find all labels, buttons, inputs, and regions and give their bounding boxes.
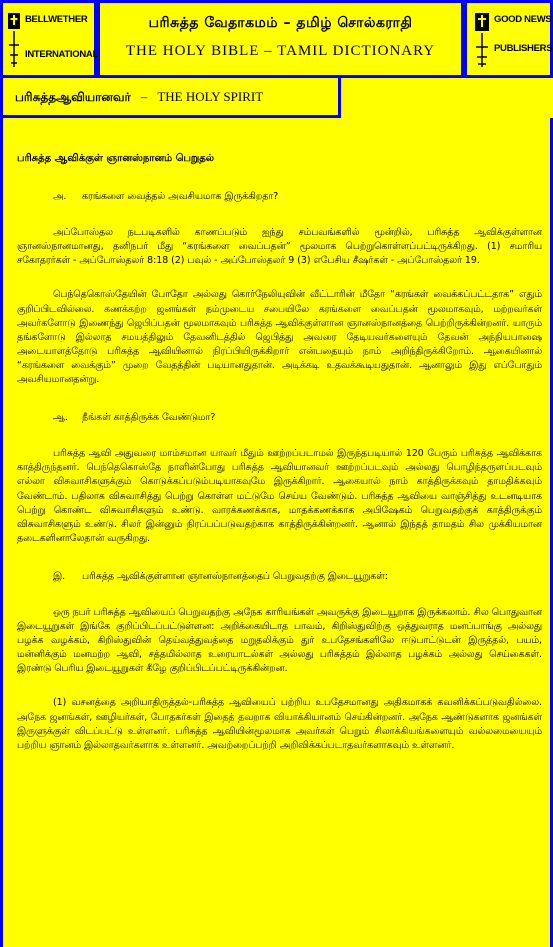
logo-line1: GOOD NEWS	[494, 14, 552, 25]
section-label: ஆ.	[53, 412, 68, 424]
section-heading-a	[17, 190, 542, 204]
good-news-logo[interactable]	[464, 0, 553, 78]
section-label: அ.	[53, 191, 67, 203]
main-content-box	[0, 118, 553, 947]
bellwether-logo[interactable]	[0, 0, 97, 78]
section-bar	[0, 78, 341, 118]
section-heading-aa	[17, 411, 542, 425]
article-heading: பரிசுத்த ஆவிக்குள் ஞானஸ்நானம் பெறுதல்	[17, 153, 215, 164]
logo-line2: PUBLISHERS	[494, 43, 553, 54]
bible-book-icon	[7, 9, 21, 71]
paragraph: ஒரு நபர் பரிசுத்த ஆவியைப் பெறுவதற்கு அநேக காரியங்கள் அவருக்கு இடையூறாக இருக்கலாம். சில பொதுவான இடையூறுகள் இங்கே குறிப்பிடப்பட்டுள்ளன: அறிக்கையிடாத பாவம், கிறிஸ்துவிற்கு ஒத்துவராத மனப்பாங்கு அல்லது பழக்க வழக்கம், கிறிஸ்துவின் தெய்வத்துவத்தை மறுதலிக்கும் துர் உபதேசங்களிலே ஈடுபாட்டுடன் இருத்தல், பயம், மன்னிக்கும் மனமற்ற ஆவி, சத்தமில்லாத உரையாடல்கள் அல்லது பரிசுத்தம் இல்லாத பழக்கம் அல்லது செய்கைகள். இரண்டு பெரிய இடையூறுகள் கீழே குறிப்பிடப்பட்டிருக்கின்றன.	[17, 606, 542, 675]
section-title: கரங்களை வைத்தல் அவசியமாக இருக்கிறதா?	[81, 191, 279, 203]
paragraph: பெந்தெகொஸ்தேயின் போதோ அல்லது கொர்நேலியுவின் வீட்டாரின் மீதோ “கரங்கள் வைக்கப்பட்டதாக” எதும் குறிப்பிடவில்லை. கணக்கற்ற ஜனங்கள் நம்முடைய சபையிலே கரங்களை வைப்பதன் மூலமாகவும், மற்றவர்கள் அவர்களோடு இணைந்து ஜெபிப்பதன் மூலமாகவும் பரிசுத்த ஆவிக்குள்ளான ஞானஸ்நானத்தை பெற்றிருக்கின்றனர். யாரும் தங்களோடு இல்லாத சமயத்திலும் தேவனிடத்தில் ஜெபித்து அவரை தேடியவர்களையும் தேவன் அந்நியபாஷை அடையாளத்தோடு பரிசுத்த ஆவியினால் நிரப்பியிருக்கிறார் என்பதையும் நாம் அறிந்திருக்கிறோம். ஆகையினால் “கரங்களை வைக்கும்” முறை வேதத்தின் படியானதுதான். அடிக்கடி உதவக்கூடியதுதான். ஆனாலும் இது எப்போதும் அவசியமானதன்று.	[17, 289, 542, 386]
section-heading-i	[17, 570, 542, 584]
paragraph: (1) வசனத்தை அறியாதிருத்தல்-பரிசுத்த ஆவியைப் பற்றிய உபதேசமானது அதிகமாகக் கவனிக்கப்படுவதில்லை. அநேக ஜனங்கள், ஊழியர்கள், போதகர்கள் இதைத் தவறாக வியாக்கியானம் செய்கின்றனர். அநேக ஆண்டுகளாக ஜனங்கள் இருளுக்குள் விடப்பட்டு உள்ளனர். பரிசுத்த ஆவியின்மூலமாக அவர்கள் பெறும் சிலாக்கியங்களையும் வல்லமையையும் பற்றிய ஞானம் இல்லாதவர்களாக உள்ளனர். அவற்றைப்பற்றி அறிவிக்கப்படாதவர்களாகவும் உள்ளனர்.	[17, 697, 542, 751]
article	[17, 136, 542, 753]
logo-line1: BELLWETHER	[25, 14, 88, 25]
logo-line2: INTERNATIONAL	[25, 49, 98, 60]
section-title-tamil: பரிசுத்தஆவியானவர்	[15, 90, 131, 104]
title-box	[97, 0, 464, 78]
header	[0, 0, 553, 78]
paragraph: அப்போஸ்தல நடபடிகளில் காணப்படும் ஐந்து சம்பவங்களில் மூன்றில், பரிசுத்த ஆவிக்குள்ளான ஞானஸ்நானமானது, தனிநபர் மீது “கரங்களை வைப்பதன்” மூலமாக பெற்றுகொள்ளப்பட்டிருக்கிறது. (1) சமாரிய சகோதரர்கள் - அப்போஸ்தலர் 8:18 (2) பவுல் - அப்போஸ்தலர் 9 (3) எபேசிய சீஷர்கள் - அப்போஸ்தலர் 19.	[17, 227, 542, 267]
section-label: இ.	[53, 570, 66, 582]
title-english: THE HOLY BIBLE – TAMIL DICTIONARY	[125, 43, 436, 59]
section-title-english: THE HOLY SPIRIT	[157, 89, 264, 104]
section-dash: –	[140, 89, 148, 104]
paragraph: பரிசுத்த ஆவி அதுவரை மாம்சமான யாவர் மீதும் ஊற்றப்படாமல் இருந்தபடியால் 120 பேரும் பரிசுத்த ஆவிக்காக காத்திருந்தனர். பெந்தெகொஸ்தே நாளின்போது பரிசுத்த ஆவியானவர் ஊற்றப்படவும் அல்லது பொழிந்தருளப்படவும் எல்லா விசுவாசிகளுக்கும் கொடுக்கப்படும்படியாகவுமே இருக்கிறார். ஆகையால் நாம் காத்திருக்கவும் தாமதிக்கவும் வேண்டாம். பதிலாக விசுவாசித்து பெற்று கொள்ள மட்டுமே செய்ய வேண்டும். பரிசுத்த ஆவியை வாஞ்சித்து உடனடியாக பெற்று கொண்ட விசுவாசிகளும் உண்டு. வாரக்கணக்காக, மாதக்கணக்காக அபிஷேகம் பெறுவதற்குக் காத்திருக்கும் விசுவாசிகளும் உண்டு. சிலர் இன்னும் நிரப்பப்படுவதற்காக காத்திருக்கின்றனர். ஆனால் இந்தத் தாமதம் சில முக்கியமான தடைகளினாலேதான் வருகிறது.	[17, 448, 542, 544]
section-title: பரிசுத்த ஆவிக்குள்ளான ஞானஸ்நானத்தைப் பெறுவதற்கு இடையூறுகள்:	[81, 570, 388, 582]
bible-book-icon	[473, 9, 491, 71]
title-tamil: பரிசுத்த வேதாகமம் – தமிழ் சொல்கராதி	[148, 15, 413, 31]
section-title: நீங்கள் காத்திருக்க வேண்டுமா?	[81, 412, 216, 424]
